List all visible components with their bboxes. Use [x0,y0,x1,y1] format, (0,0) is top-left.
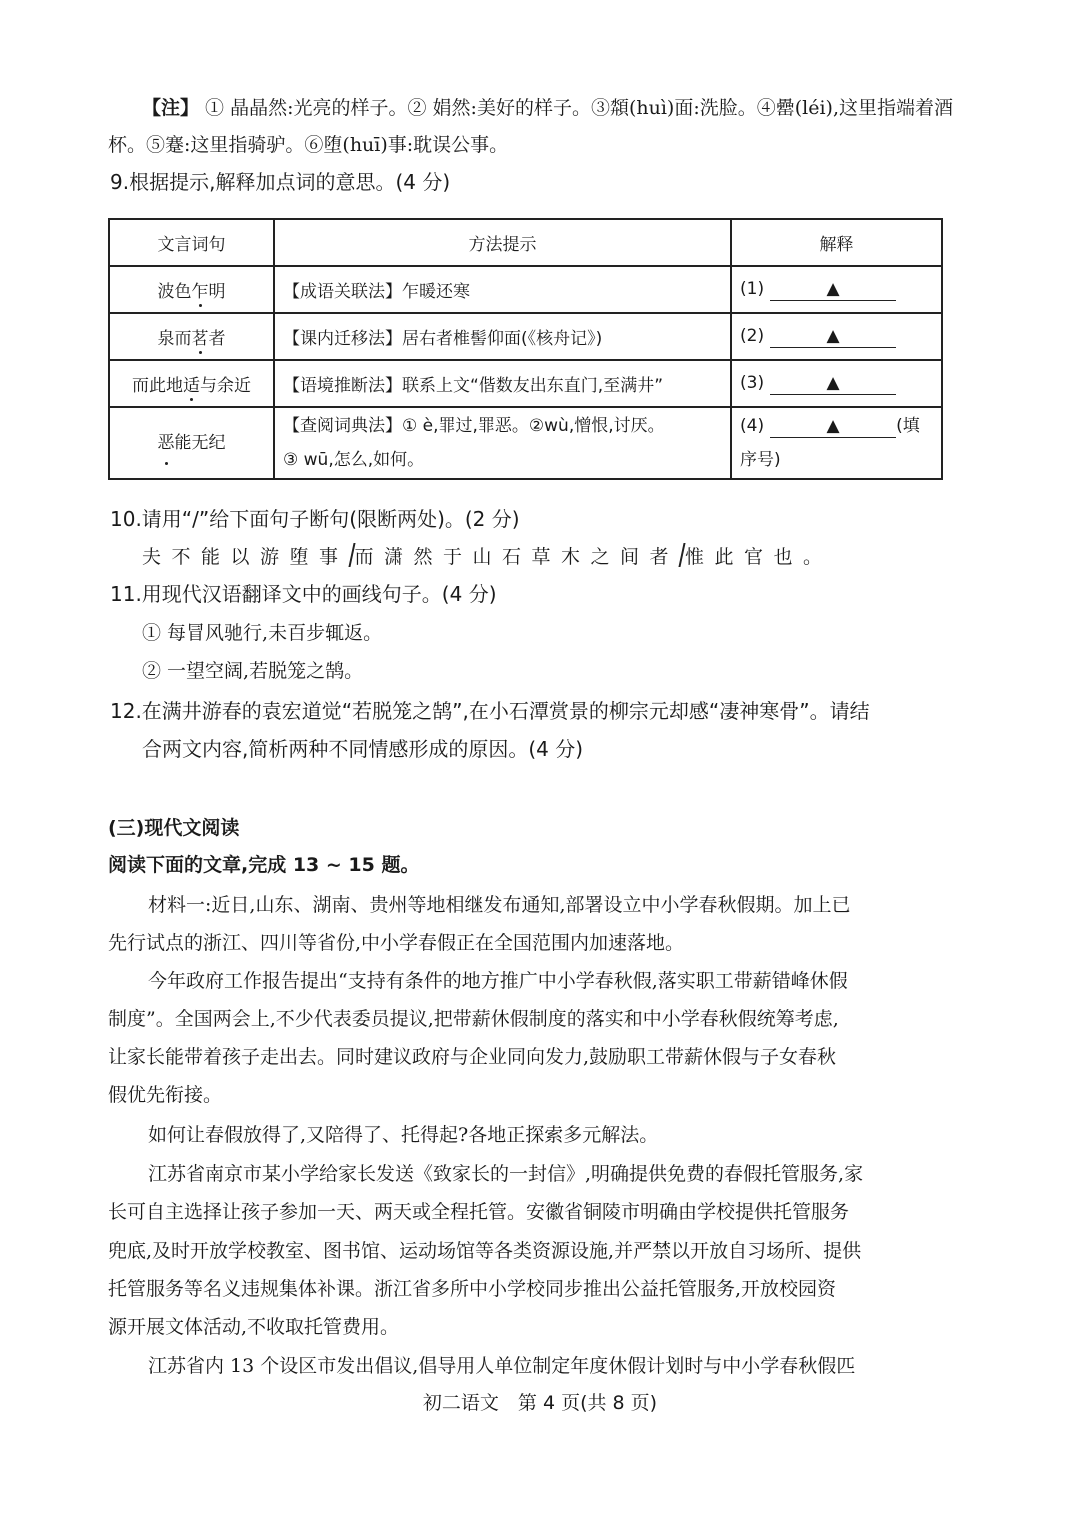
q9-answer: (4) ▲ (填 序号) [731,407,942,479]
note-line-2: 杯。⑤蹇:这里指骑驴。⑥堕(huī)事:耽误公事。 [108,134,509,156]
q9-answer: (2) ▲ [731,313,942,360]
passage-line: 材料一:近日,山东、湖南、贵州等地相继发布通知,部署设立中小学春秋假期。加上已 [148,894,851,916]
section-instruction: 阅读下面的文章,完成 13 ~ 15 题。 [108,854,420,876]
q9-header-phrase: 文言词句 [109,219,274,266]
passage-line: 源开展文体活动,不收取托管费用。 [108,1316,400,1338]
q9-row [109,313,942,360]
passage-line: 制度”。全国两会上,不少代表委员提议,把带薪休假制度的落实和中小学春秋假统筹考虑, [108,1008,839,1030]
q9-answer: (3) ▲ [731,360,942,407]
q9-phrase: 波色乍明 [109,266,274,313]
q10-title: 10.请用“/”给下面句子断句(限断两处)。(2 分) [110,507,520,531]
passage-line: 如何让春假放得了,又陪得了、托得起?各地正探索多元解法。 [148,1124,659,1146]
passage-line: 江苏省南京市某小学给家长发送《致家长的一封信》,明确提供免费的春假托管服务,家 [148,1163,864,1185]
q9-title: 9.根据提示,解释加点词的意思。(4 分) [110,170,451,194]
note-line-1 [142,94,953,122]
answer-blank[interactable] [770,372,896,395]
q9-phrase: 恶能无纪 [109,407,274,479]
q9-hint: 【课内迁移法】居右者椎髻仰面(《核舟记》) [274,313,731,360]
note-label: 【注】 [142,97,200,119]
passage-line: 托管服务等名义违规集体补课。浙江省多所中小学校同步推出公益托管服务,开放校园资 [108,1278,837,1300]
q9-header-explain: 解释 [731,219,942,266]
triangle-icon: ▲ [826,416,840,436]
answer-blank[interactable] [770,325,896,348]
passage-line: 江苏省内 13 个设区市发出倡议,倡导用人单位制定年度休假计划时与中小学春秋假匹 [148,1355,856,1377]
q9-hint: 【成语关联法】乍暖还寒 [274,266,731,313]
q12-line-2: 合两文内容,简析两种不同情感形成的原因。(4 分) [142,737,584,761]
answer-blank[interactable] [770,278,896,301]
passage-line: 长可自主选择让孩子参加一天、两天或全程托管。安徽省铜陵市明确由学校提供托管服务 [108,1201,850,1223]
q11-sentence-2: ② 一望空阔,若脱笼之鹄。 [142,660,364,682]
q9-answer: (1) ▲ [731,266,942,313]
q10-sentence: 夫不能以游堕事 而潇然于山石草木之间者 惟此官也。 [142,543,833,571]
triangle-icon: ▲ [826,279,840,299]
q11-title: 11.用现代汉语翻译文中的画线句子。(4 分) [110,582,497,606]
dotted-word: 恶 [158,426,175,460]
q9-phrase: 而此地适与余近 [109,360,274,407]
q9-table [108,218,943,480]
dotted-word: 茗 [192,324,209,349]
triangle-icon: ▲ [826,373,840,393]
passage-line: 先行试点的浙江、四川等省份,中小学春假正在全国范围内加速落地。 [108,932,685,954]
dotted-word: 适 [183,371,200,396]
passage-line: 假优先衔接。 [108,1084,223,1106]
passage-line: 兜底,及时开放学校教室、图书馆、运动场馆等各类资源设施,并严禁以开放自习场所、提供 [108,1240,862,1262]
q9-header-hint: 方法提示 [274,219,731,266]
page-footer: 初二语文 第 4 页(共 8 页) [422,1392,658,1414]
section-heading: (三)现代文阅读 [108,817,240,839]
q9-row [109,360,942,407]
passage-line: 今年政府工作报告提出“支持有条件的地方推广中小学春秋假,落实职工带薪错峰休假 [148,970,848,992]
q9-hint: 【语境推断法】联系上文“偕数友出东直门,至满井” [274,360,731,407]
q11-sentence-1: ① 每冒风驰行,未百步辄返。 [142,622,383,644]
q9-row [109,266,942,313]
note-text-1: ① 晶晶然:光亮的样子。② 娟然:美好的样子。③頮(huì)面:洗脸。④罍(léi),这里指端着酒 [199,97,953,119]
q9-header-row [109,219,942,266]
triangle-icon: ▲ [826,326,840,346]
q9-phrase: 泉而茗者 [109,313,274,360]
passage-line: 让家长能带着孩子走出去。同时建议政府与企业同向发力,鼓励职工带薪休假与子女春秋 [108,1046,837,1068]
q9-hint: 【查阅词典法】① è,罪过,罪恶。②wù,憎恨,讨厌。 ③ wū,怎么,如何。 [274,407,731,479]
answer-blank[interactable] [770,415,896,438]
q9-row [109,407,942,479]
q12-line-1: 12.在满井游春的袁宏道觉“若脱笼之鹄”,在小石潭赏景的柳宗元却感“凄神寒骨”。请结 [110,699,870,723]
dotted-word: 乍 [192,277,209,302]
